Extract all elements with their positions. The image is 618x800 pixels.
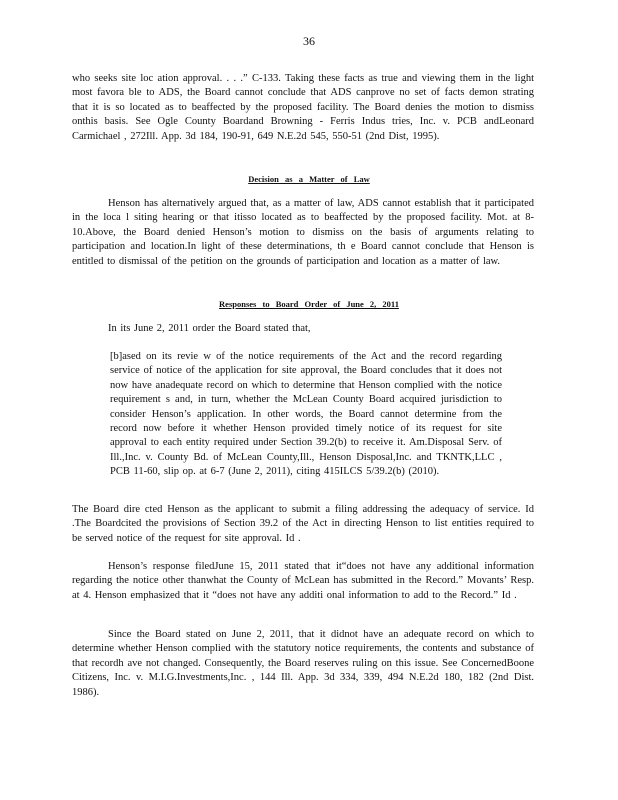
paragraph-henson-response xyxy=(72,560,534,603)
paragraph-text: Henson’s response filedJune 15, 2011 stated that it“does not have any additional information regarding the notice other thanwhat the County of McLean has submitted in the Record.” Movants’ Resp. at 4. Henson emphasized that it “does not have any additi onal information to add to the Record.” Id . xyxy=(72,561,534,601)
heading-text: Responses to Board Order of June 2, 2011 xyxy=(219,299,399,309)
paragraph-text: Since the Board stated on June 2, 2011, that it didnot have an adequate record on which to determine whether Henson complied with the statutory notice requirements, the contents and substance of that recordh ave not changed. Consequently, the Board reserves ruling on this issue. See ConcernedBoone Citizens, Inc. v. M.I.G.Investments,Inc. , 144 Ill. App. 3d 334, 339, 494 N.E.2d 180, 182 (2nd Dist. 1986). xyxy=(72,629,534,698)
paragraph-text: Henson has alternatively argued that, as a matter of law, ADS cannot establish that it participated in the loca l siting hearing or that itisso located as to beaffected by the proposed facility. Mot. at 8-10.Above, the Board denied Henson’s motion to dismiss on the basis of arguments relating to participation and location.In light of these determinations, th e Board cannot conclude that Henson is entitled to dismissal of the petition on the grounds of participation and location as a matter of law. xyxy=(72,198,534,267)
block-quote: [b]ased on its revie w of the notice requirements of the Act and the record regarding service of notice of the application for site approval, the Board concludes that it does not now have anadequate record on which to determine that Henson complied with the notice requirement s and, in turn, whether the McLean County Board acquired jurisdiction to consider Henson’s application. In other words, the Board cannot determine from the record now before it whether Henson provided timely notice of its request for site approval to each entity required under Section 39.2(b) to receive it. Am.Disposal Serv. of Ill.,Inc. v. County Bd. of McLean County,Ill., Henson Disposal,Inc. and TKNTK,LLC , PCB 11-60, slip op. at 6-7 (June 2, 2011), citing 415ILCS 5/39.2(b) (2010). xyxy=(110,351,502,478)
section-heading-responses xyxy=(0,299,618,309)
paragraph-order-intro xyxy=(72,322,534,336)
paragraph-continuation: who seeks site loc ation approval. . . .” C-133. Taking these facts as true and viewing them in the light most favora ble to ADS, the Board cannot conclude that ADS canprove no set of facts demon strating that it is so located as to beaffected by the proposed facility. The Board denies the motion to dismiss onthis basis. See Ogle County Boardand Browning - Ferris Indus tries, Inc. v. PCB andLeonard Carmichael , 272Ill. App. 3d 184, 190-91, 649 N.E.2d 545, 550-51 (2nd Dist, 1995). xyxy=(72,73,534,142)
paragraph-reserves-ruling xyxy=(72,628,534,700)
paragraph-board-directed: The Board dire cted Henson as the applicant to submit a filing addressing the adequacy of service. Id .The Boardcited the provisions of Section 39.2 of the Act in directing Henson to list entities required to be served notice of the request for site approval. Id . xyxy=(72,504,534,544)
paragraph-text: In its June 2, 2011 order the Board stated that, xyxy=(108,323,311,334)
section-heading-decision xyxy=(0,174,618,184)
paragraph-alternative-argument xyxy=(72,197,534,269)
heading-text: Decision as a Matter of Law xyxy=(248,174,370,184)
page-number: 36 xyxy=(303,34,315,48)
